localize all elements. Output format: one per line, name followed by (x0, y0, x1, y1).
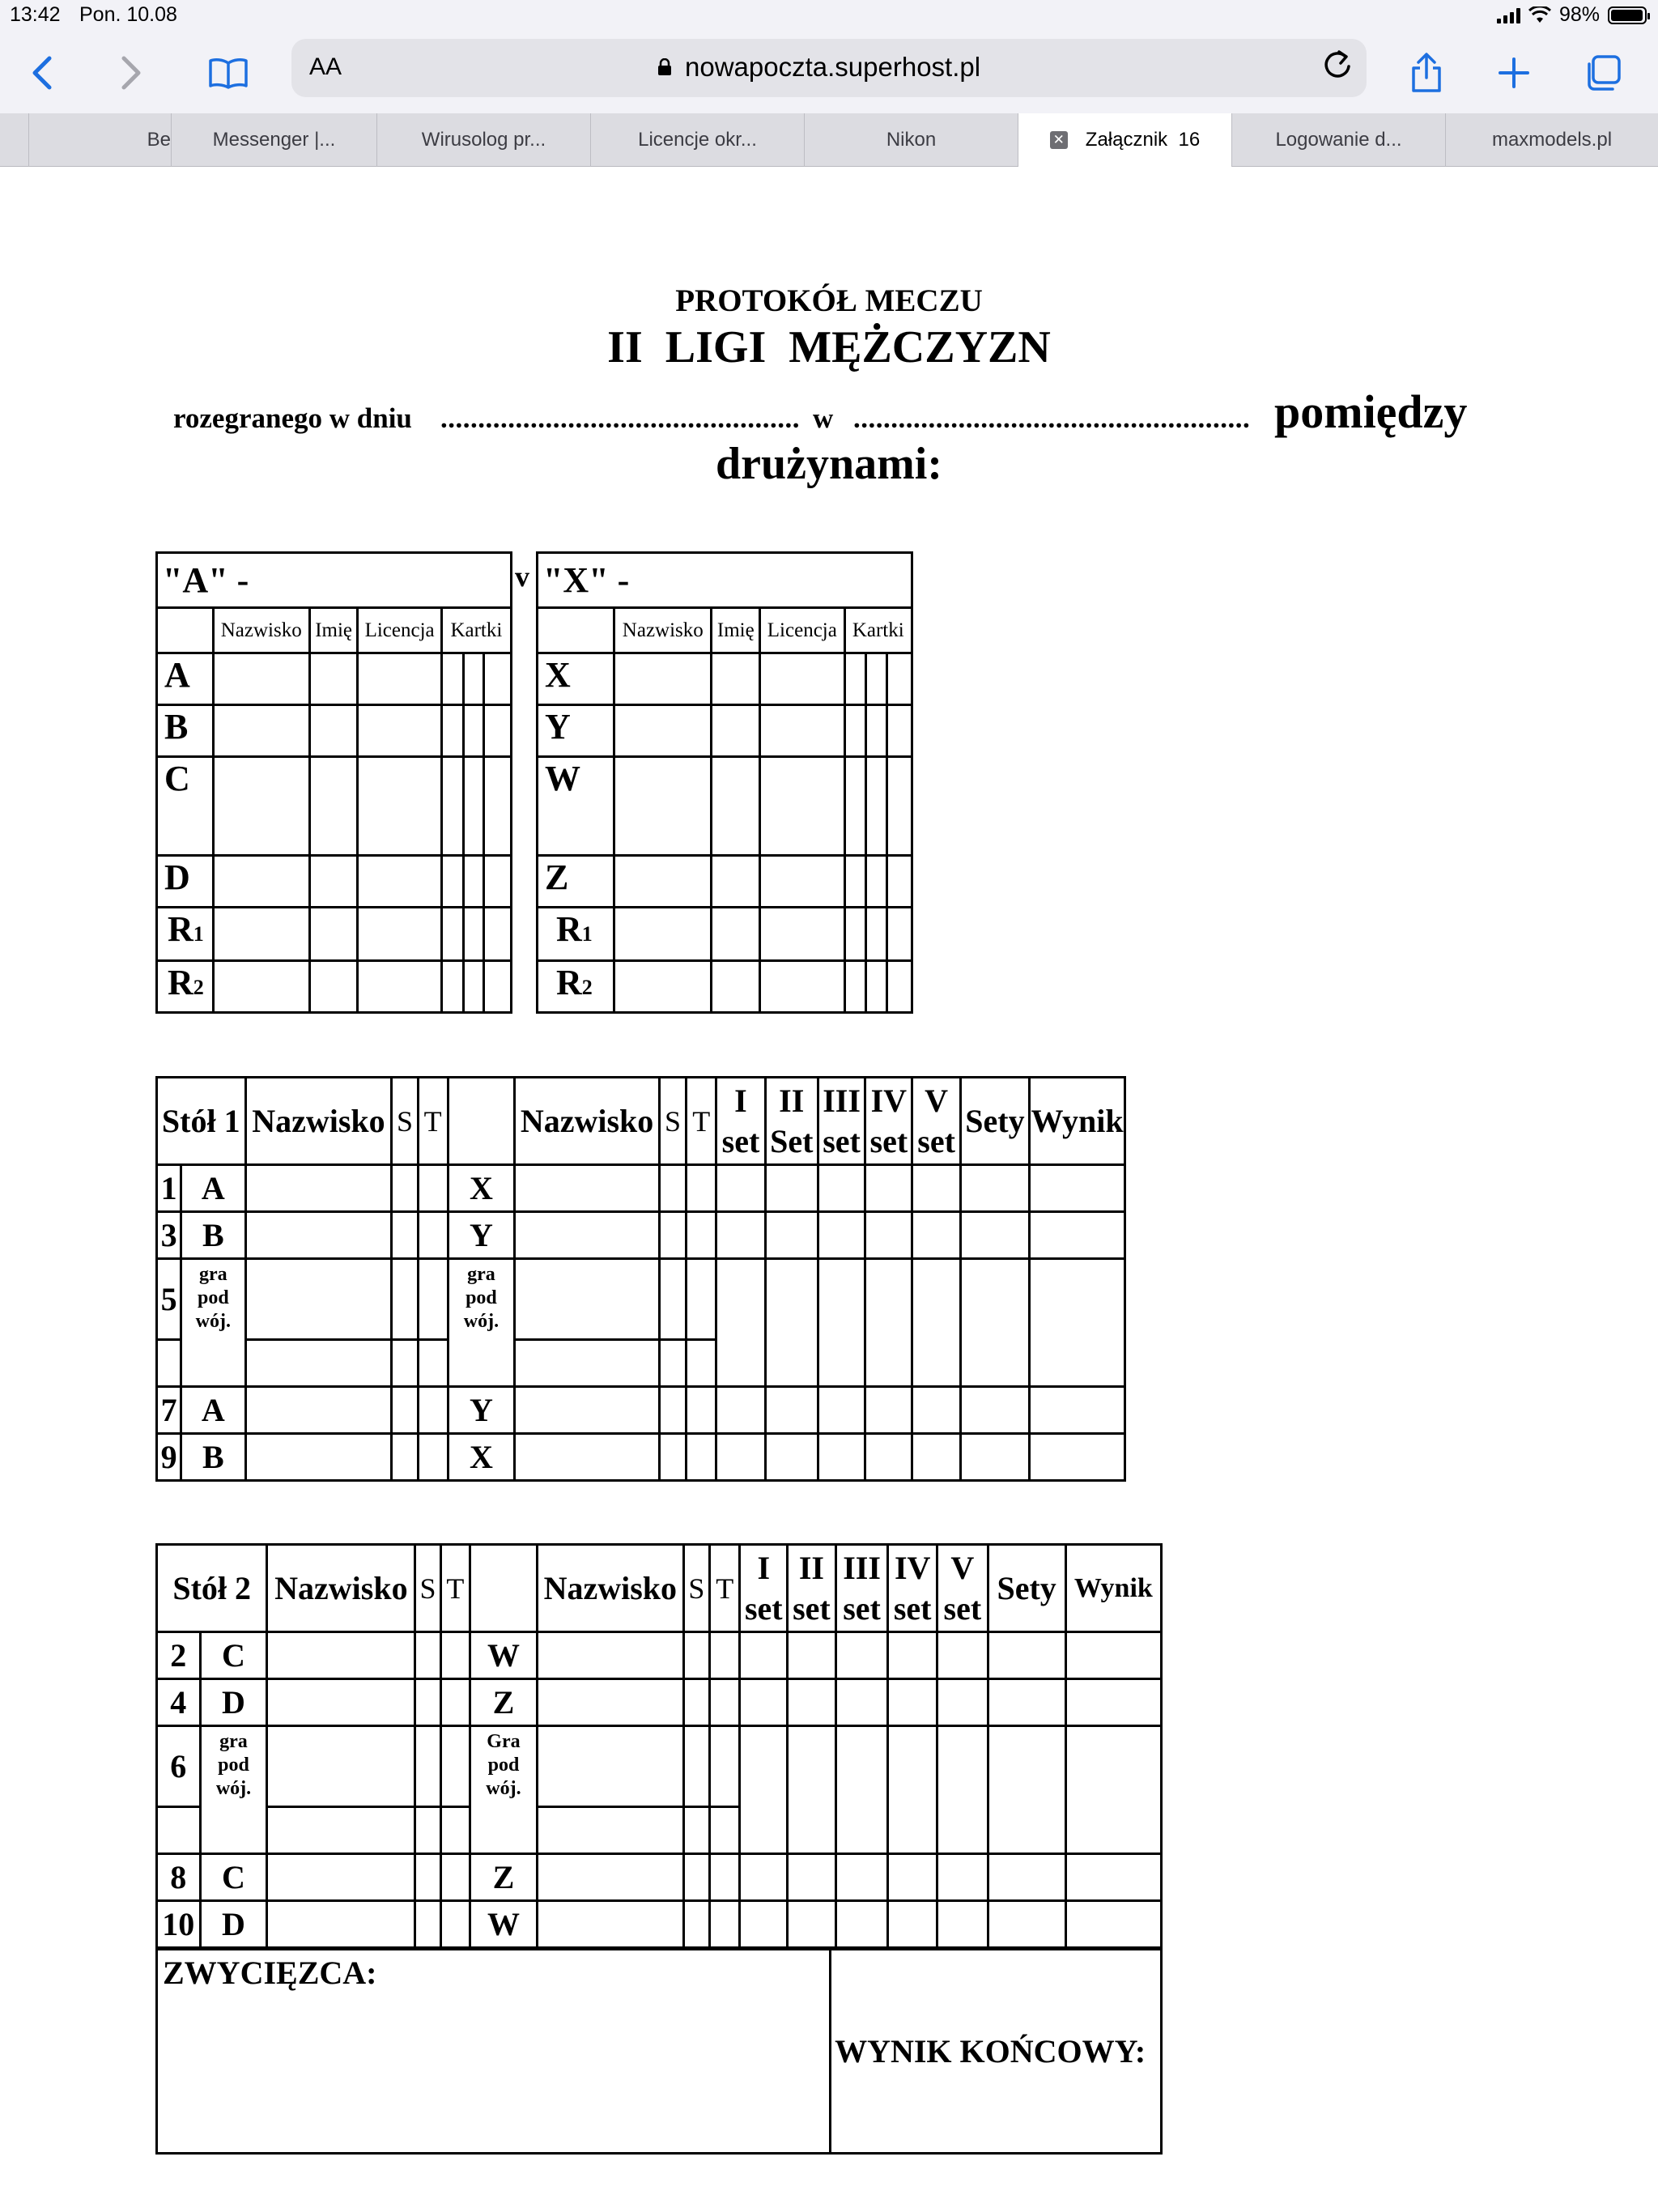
forward-icon[interactable] (105, 47, 157, 99)
player-right: X (448, 1434, 514, 1481)
player-right: X (448, 1165, 514, 1212)
document-page (0, 168, 1658, 2212)
col-imie: Imię (712, 608, 760, 653)
col-licencja: Licencja (760, 608, 844, 653)
player-left: A (181, 1387, 245, 1434)
share-icon[interactable] (1401, 47, 1452, 99)
date-place-line (173, 380, 1485, 436)
table2-s-header: S (415, 1545, 440, 1632)
tab-label: maxmodels.pl (1491, 129, 1613, 151)
table1-set-header: IV set (865, 1078, 912, 1165)
doubles-left: gra pod wój. (200, 1726, 267, 1854)
table1-set-header: V set (912, 1078, 960, 1165)
table2-sety-header: Sety (988, 1545, 1065, 1632)
tab-maxmodels[interactable] (1446, 113, 1658, 167)
back-icon[interactable] (16, 47, 68, 99)
col-nazwisko: Nazwisko (614, 608, 712, 653)
game-number: 6 (157, 1726, 201, 1807)
doc-title-liga: II LIGI MĘŻCZYZN (607, 322, 1051, 372)
final-result-label: WYNIK KOŃCOWY: (831, 1950, 1162, 2154)
tab-label: Be (147, 129, 171, 151)
col-licencja: Licencja (358, 608, 441, 653)
table-1 (155, 1076, 1126, 1482)
table1-set-header: I set (716, 1078, 765, 1165)
table1-nazwisko-header: Nazwisko (245, 1078, 392, 1165)
player-left: B (181, 1212, 245, 1259)
game-number: 1 (157, 1165, 181, 1212)
player-right: Z (470, 1679, 538, 1726)
player-label: D (157, 856, 214, 908)
doubles-right: Gra pod wój. (470, 1726, 538, 1854)
player-label: X (538, 653, 614, 705)
team-a-name: "A" - (157, 553, 512, 608)
player-right: Z (470, 1854, 538, 1901)
browser-toolbar (0, 32, 1658, 113)
player-left: D (200, 1901, 267, 1948)
player-label: Z (538, 856, 614, 908)
table1-s-header: S (659, 1078, 686, 1165)
player-left: B (181, 1434, 245, 1481)
tab-label: Nikon (886, 129, 937, 151)
tabs-overview-icon[interactable] (1577, 47, 1629, 99)
bookmarks-icon[interactable] (202, 47, 254, 99)
team-x-name: "X" - (538, 553, 912, 608)
table2-set-header: I set (740, 1545, 788, 1632)
tab-nikon[interactable] (805, 113, 1018, 167)
druzynami-label: drużynami: (716, 439, 942, 489)
team-a-corner (157, 608, 214, 653)
tab-spacer (0, 113, 29, 167)
reserve-label: R1 (157, 908, 214, 961)
table1-title: Stół 1 (157, 1078, 246, 1165)
col-imie: Imię (309, 608, 358, 653)
battery-icon (1608, 6, 1647, 24)
new-tab-icon[interactable] (1488, 47, 1540, 99)
team-x-corner (538, 608, 614, 653)
reserve-label: R2 (538, 961, 614, 1013)
table1-nazwisko-header: Nazwisko (515, 1078, 660, 1165)
game-number: 7 (157, 1387, 181, 1434)
tab-licencje[interactable] (591, 113, 805, 167)
col-kartki: Kartki (844, 608, 912, 653)
tab-label: Załącznik 16 (1085, 129, 1201, 151)
game-number: 3 (157, 1212, 181, 1259)
table2-nazwisko-header: Nazwisko (267, 1545, 415, 1632)
reload-icon[interactable] (1321, 47, 1354, 91)
tab-be[interactable] (29, 113, 172, 167)
tab-bar (0, 113, 1658, 167)
tab-label: Messenger |... (212, 129, 336, 151)
doc-title-protokol: PROTOKÓŁ MECZU (675, 283, 983, 318)
table1-set-header: II Set (765, 1078, 818, 1165)
url-text: nowapoczta.superhost.pl (685, 52, 981, 82)
lock-icon (657, 58, 672, 76)
player-left: D (200, 1679, 267, 1726)
game-number: 9 (157, 1434, 181, 1481)
tab-zalacznik[interactable] (1018, 113, 1232, 167)
col-kartki: Kartki (441, 608, 511, 653)
battery-percent: 98% (1558, 3, 1600, 26)
player-label: W (538, 757, 614, 856)
date-dots: ................................................ (440, 402, 800, 434)
reserve-label: R2 (157, 961, 214, 1013)
table2-t-header: T (440, 1545, 470, 1632)
game-number: 8 (157, 1854, 201, 1901)
table1-t-header: T (687, 1078, 716, 1165)
close-tab-icon[interactable]: ✕ (1050, 131, 1068, 149)
player-left: C (200, 1632, 267, 1679)
table1-t-header: T (418, 1078, 448, 1165)
tab-wirusolog[interactable] (377, 113, 591, 167)
tab-messenger[interactable] (172, 113, 377, 167)
rozegranego-label: rozegranego w dniu (173, 402, 412, 434)
player-label: C (157, 757, 214, 856)
player-right: W (470, 1632, 538, 1679)
table2-set-header: II set (788, 1545, 836, 1632)
game-number: 2 (157, 1632, 201, 1679)
team-a-table (155, 551, 512, 1014)
table1-sety-header: Sety (960, 1078, 1029, 1165)
tab-label: Wirusolog pr... (421, 129, 546, 151)
table2-nazwisko-header: Nazwisko (537, 1545, 683, 1632)
tab-label: Licencje okr... (638, 129, 757, 151)
game-number: 4 (157, 1679, 201, 1726)
player-left: A (181, 1165, 245, 1212)
tab-logowanie[interactable] (1232, 113, 1446, 167)
table1-wynik-header: Wynik (1030, 1078, 1125, 1165)
player-right: W (470, 1901, 538, 1948)
player-label: B (157, 705, 214, 757)
wifi-icon (1528, 6, 1551, 24)
table2-set-header: III set (835, 1545, 888, 1632)
status-date: Pon. 10.08 (79, 3, 177, 26)
table1-set-header: III set (818, 1078, 865, 1165)
tab-label: Logowanie d... (1275, 129, 1402, 151)
reserve-label: R1 (538, 908, 614, 961)
table2-wynik-header: Wynik (1065, 1545, 1161, 1632)
address-bar[interactable] (291, 39, 1367, 97)
table2-s-header: S (683, 1545, 709, 1632)
col-nazwisko: Nazwisko (213, 608, 309, 653)
w-label: w (813, 402, 834, 434)
game-number: 10 (157, 1901, 201, 1948)
status-right (1497, 3, 1647, 27)
place-dots: ..................................................... (853, 402, 1251, 434)
table1-s-header: S (392, 1078, 418, 1165)
player-right: Y (448, 1212, 514, 1259)
status-bar (0, 0, 1658, 32)
table2-set-header: V set (937, 1545, 988, 1632)
winner-label: ZWYCIĘZCA: (157, 1950, 831, 2154)
player-right: Y (448, 1387, 514, 1434)
table2-set-header: IV set (888, 1545, 937, 1632)
player-label: A (157, 653, 214, 705)
table2-t-header: T (710, 1545, 740, 1632)
player-left: C (200, 1854, 267, 1901)
reader-settings-button[interactable]: AA (309, 53, 342, 80)
pomiedzy-label: pomiędzy (1274, 385, 1468, 438)
doubles-left: gra pod wój. (181, 1259, 245, 1387)
doubles-right: gra pod wój. (448, 1259, 514, 1387)
versus-label: v (515, 560, 529, 593)
table-2 (155, 1543, 1163, 1949)
player-label: Y (538, 705, 614, 757)
table2-title: Stół 2 (157, 1545, 267, 1632)
result-table (155, 1948, 1163, 2155)
status-time: 13:42 (10, 3, 61, 26)
team-x-table (536, 551, 913, 1014)
game-number: 5 (157, 1259, 181, 1340)
cellular-signal-icon (1497, 7, 1520, 23)
